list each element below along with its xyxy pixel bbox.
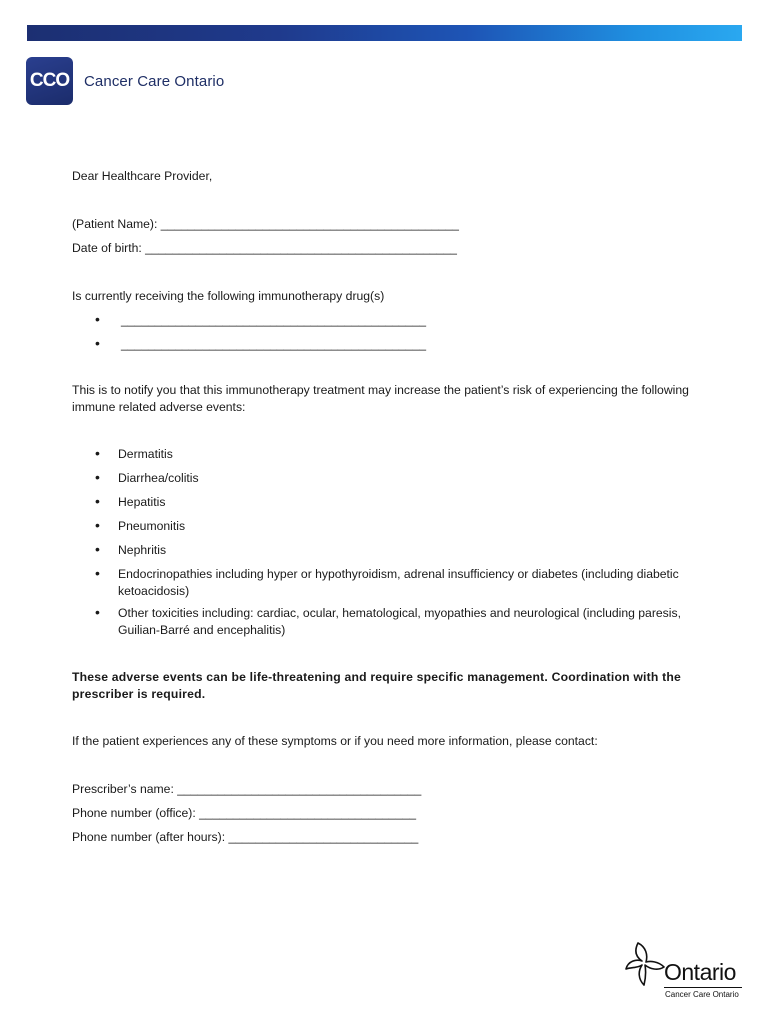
list-item: Pneumonitis xyxy=(118,519,186,533)
drugs-intro: Is currently receiving the following immunotherapy drug(s) xyxy=(72,289,385,303)
bullet-icon: • xyxy=(95,541,100,557)
list-item: Diarrhea/colitis xyxy=(118,471,199,485)
phone-after-hours-field: Phone number (after hours): ____________________________ xyxy=(72,830,419,844)
bullet-icon: • xyxy=(95,445,100,461)
bullet-icon: • xyxy=(95,335,100,351)
list-item: Endocrinopathies including hyper or hypothyroidism, adrenal insufficiency or diabetes (including diabetic ketoacidosis) xyxy=(118,567,679,598)
list-item: Nephritis xyxy=(118,543,167,557)
ontario-wordmark: Ontario xyxy=(664,959,736,985)
bullet-icon: • xyxy=(95,565,100,581)
drug-line-2: _____________________________________________ xyxy=(121,337,427,351)
prescriber-name-field: Prescriber’s name: ____________________________________ xyxy=(72,782,422,796)
bullet-icon: • xyxy=(95,493,100,509)
salutation: Dear Healthcare Provider, xyxy=(72,169,213,183)
bullet-icon: • xyxy=(95,311,100,327)
cco-logo xyxy=(26,57,224,105)
ontario-divider xyxy=(664,987,742,988)
ontario-logo xyxy=(624,941,744,1001)
contact-intro: If the patient experiences any of these symptoms or if you need more information, please contact: xyxy=(72,734,598,748)
bullet-icon: • xyxy=(95,469,100,485)
cco-logo-mark: CCO xyxy=(26,57,73,105)
notify-paragraph: This is to notify you that this immunotherapy treatment may increase the patient’s risk of experiencing the following immune related adverse events: xyxy=(72,383,689,414)
list-item: Dermatitis xyxy=(118,447,173,461)
phone-office-field: Phone number (office): ________________________________ xyxy=(72,806,417,820)
bullet-icon: • xyxy=(95,604,100,620)
patient-name-field: (Patient Name): ____________________________________________ xyxy=(72,217,459,231)
cco-logo-text: Cancer Care Ontario xyxy=(84,72,225,90)
header-gradient-bar xyxy=(27,25,742,41)
list-item: Hepatitis xyxy=(118,495,166,509)
drug-line-1: _____________________________________________ xyxy=(121,313,427,327)
bullet-icon: • xyxy=(95,517,100,533)
warning-paragraph: These adverse events can be life-threatening and require specific management. Coordination with the prescriber is required. xyxy=(72,670,682,701)
date-of-birth-field: Date of birth: ______________________________________________ xyxy=(72,241,457,255)
ontario-subtitle: Cancer Care Ontario xyxy=(665,990,739,999)
list-item: Other toxicities including: cardiac, ocular, hematological, myopathies and neurological (including paresis, Guilian-Barré and encephalitis) xyxy=(118,606,681,637)
trillium-icon xyxy=(624,941,666,987)
